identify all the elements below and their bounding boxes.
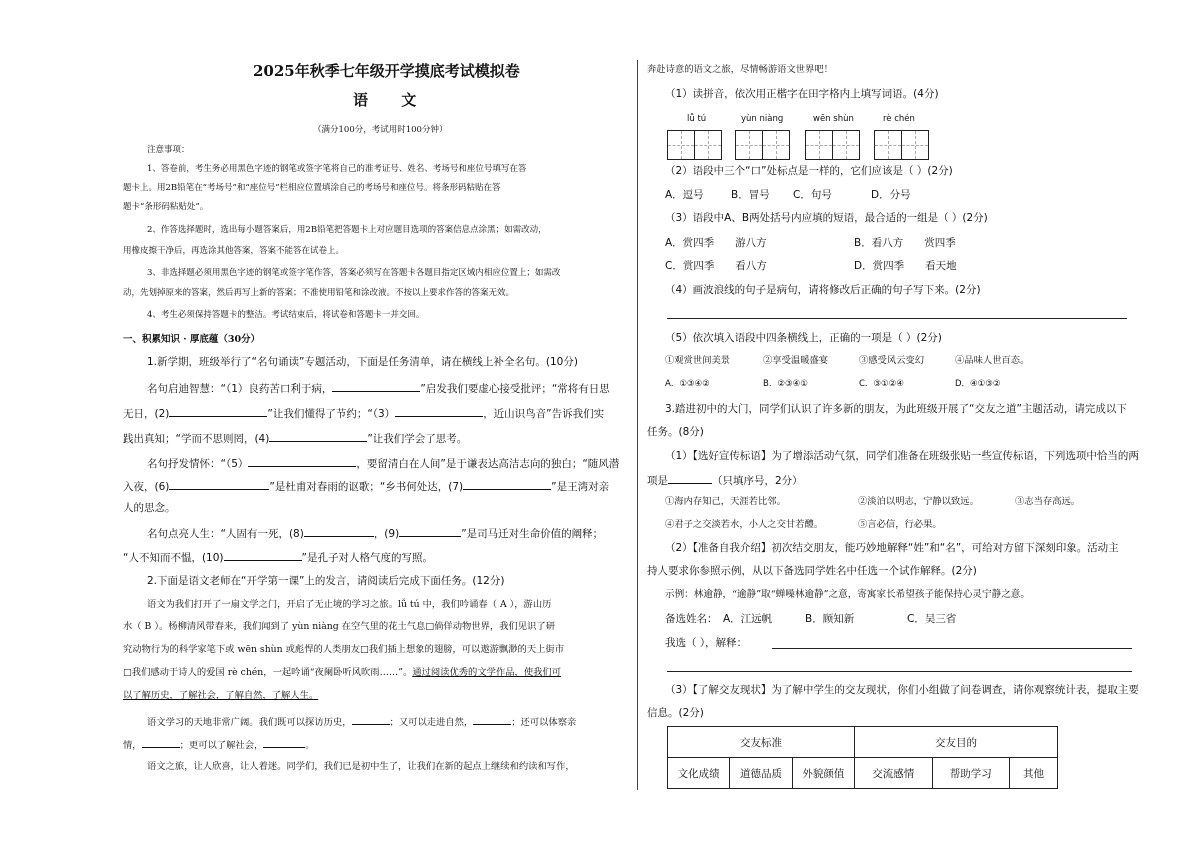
table-header: 交友目的 <box>855 727 1058 758</box>
sub-question: （3）语段中A、B两处括号内应填的短语，最合适的一组是（ ）(2分) <box>665 212 988 224</box>
notice-line: 题卡“条形码粘贴处”。 <box>123 202 209 212</box>
table-header: 交友标准 <box>668 727 855 758</box>
sub-question: （2）【准备自我介绍】初次结交朋友，能巧妙地解释“姓”和“名”，可给对方留下深刻印象。活动主 <box>665 542 1119 554</box>
q1-intro: 1.新学期，班级举行了“名句诵读”专题活动，下面是任务清单，请在横线上补全名句。(10分) <box>147 356 578 368</box>
notice-line: 2、作答选择题时，选出每小题答案后，用2B铅笔把答题卡上对应题目选项的答案信息点涂黑；如需改动， <box>147 225 547 235</box>
answer-blank[interactable] <box>473 713 511 725</box>
option[interactable]: D．分号 <box>871 189 911 201</box>
slogan-option: ⑤言必信，行必果。 <box>858 519 942 530</box>
example-text: 示例：林逾静，“逾静”取“蝉噪林逾静”之意，寄寓家长希望孩子能保持心灵宁静之意。 <box>665 589 1030 600</box>
survey-table <box>667 726 1058 789</box>
wavy-sentence: 以了解历史，了解社会，了解自然，了解人生。 <box>123 690 319 701</box>
answer-blank[interactable] <box>332 380 420 392</box>
score-time: （满分100分，考试用时100分钟） <box>313 125 448 135</box>
answer-blank[interactable] <box>248 455 356 467</box>
slogan-option: ①海内存知己，天涯若比邻。 <box>665 496 786 507</box>
section-heading: 一、积累知识 · 厚底蕴（30分） <box>123 334 261 345</box>
q1-line-1: 名句启迪智慧：“（1）良药苦口利于病， ”启发我们要虚心接受批评；“常将有日思 <box>147 380 610 396</box>
passage-line: 究动物行为的科学家笔下或 wēn shùn 或彪悍的人类朋友□我们插上想象的翅膀，可以遨游飘渺的天上街市 <box>123 644 565 655</box>
option[interactable]: C．句号 <box>793 189 832 201</box>
name-option[interactable]: B．顾知新 <box>805 613 855 625</box>
table-cell: 其他 <box>1010 758 1058 789</box>
option[interactable]: A．赏四季 游八方 <box>665 237 767 249</box>
q1-line-8: “人不知而不愠，(10) ”是孔子对人格气度的写照。 <box>123 549 433 565</box>
right-column-mid <box>645 0 1139 849</box>
notice-line: 动，先划掉原来的答案，然后再写上新的答案；不准使用铅笔和涂改液。不按以上要求作答的答案无效。 <box>123 288 515 298</box>
answer-blank[interactable] <box>169 405 267 417</box>
notice-line: 4、考生必须保持答题卡的整洁。考试结束后，将试卷和答题卡一并交回。 <box>147 310 425 320</box>
q1-line-2: 无日，(2) ”让我们懂得了节约；“（3） ，近山识鸟音”告诉我们实 <box>123 405 604 421</box>
pinyin-label: lǚ tú <box>687 114 707 124</box>
name-option[interactable]: C．吴三省 <box>907 613 957 625</box>
item: ④品味人世百态。 <box>955 355 1030 366</box>
item: ①观赏世间美景 <box>665 355 731 366</box>
q1-line-3: 践出真知；“学而不思则罔，(4) ”让我们学会了思考。 <box>123 430 467 446</box>
table-cell: 文化成绩 <box>668 758 730 789</box>
option[interactable]: C．③①②④ <box>859 379 904 389</box>
q1-line-4: 名句抒发情怀：“（5） ，要留清白在人间”是于谦表达高洁志向的独白；“随风潜 <box>147 455 619 471</box>
passage-line: 语文学习的天地非常广阔。我们既可以探访历史， ；又可以走进自然， ；还可以体察亲 <box>147 713 576 730</box>
sub-question: 项是 （只填序号，2分） <box>647 472 803 488</box>
answer-blank[interactable] <box>399 525 461 537</box>
answer-blank[interactable] <box>169 478 269 490</box>
answer-blank[interactable] <box>668 472 712 484</box>
passage-line <box>123 689 318 703</box>
q2-intro: 2.下面是语文老师在“开学第一课”上的发言，请阅读后完成下面任务。(12分) <box>147 575 505 587</box>
option[interactable]: B．②③④① <box>763 379 808 389</box>
names-label: 备选姓名： <box>665 613 718 625</box>
left-column <box>115 0 633 849</box>
notice-title: 注意事项： <box>147 145 190 155</box>
passage-line: 语文为我们打开了一扇文学之门，开启了无止境的学习之旅。lǚ tú 中，我们吟诵春（ A ），游山历 <box>147 599 552 610</box>
table-cell: 帮助学习 <box>932 758 1010 789</box>
option[interactable]: B．冒号 <box>731 189 770 201</box>
option[interactable]: A．逗号 <box>665 189 704 201</box>
sub-question: （1）【选好宣传标语】为了增添活动气氛，同学们准备在班级张贴一些宣传标语，下列选项中恰当的两 <box>665 450 1139 462</box>
option[interactable]: C．赏四季 看八方 <box>665 260 767 272</box>
item: ②享受温暖盛宴 <box>763 355 829 366</box>
subject-title: 语 文 <box>353 91 431 109</box>
answer-blank[interactable] <box>463 478 551 490</box>
option[interactable]: D．④①③② <box>955 379 1001 389</box>
column-divider <box>637 60 638 790</box>
answer-blank[interactable] <box>142 736 180 748</box>
sub-question: （4）画波浪线的句子是病句，请将修改后正确的句子写下来。(2分) <box>665 284 981 296</box>
q1-line-6: 人的思念。 <box>123 502 176 514</box>
answer-blank[interactable] <box>263 736 305 748</box>
name-option[interactable]: A．江远帆 <box>723 613 773 625</box>
sub-question: （5）依次填入语段中四条横线上，正确的一项是（ ）(2分) <box>665 332 942 344</box>
passage-line: 语文之旅，让人欣喜，让人着迷。同学们，我们已是初中生了，让我们在新的起点上继续和约读和写作， <box>147 761 575 772</box>
choose-prompt: 我选（ ），解释： <box>665 637 748 649</box>
answer-blank[interactable] <box>395 405 483 417</box>
notice-line: 用橡皮擦干净后，再选涂其他答案，答案不能答在试卷上。 <box>123 246 345 256</box>
answer-line[interactable] <box>667 671 1132 672</box>
slogan-option: ②淡泊以明志，宁静以致远。 <box>858 496 979 507</box>
notice-line: 题卡上。用2B铅笔在“考场号”和“座位号”栏相应位置填涂自己的考场号和座位号。将条形码粘贴在答 <box>123 183 501 193</box>
notice-line: 3、非选择题必须用黑色字迹的钢笔或签字笔作答，答案必须写在答题卡各题目指定区域内相应位置上；如需改 <box>147 268 561 278</box>
sub-question: 信息。(2分) <box>647 707 704 719</box>
passage-line: 水（ B ）。杨柳清风带春来，我们闻到了 yùn niàng 在空气里的花土气息□倘佯动物世界，我们见识了研 <box>123 621 555 632</box>
option[interactable]: B．看八方 赏四季 <box>854 237 956 249</box>
option[interactable]: D．赏四季 看天地 <box>854 260 957 272</box>
table-cell: 外貌颜值 <box>792 758 854 789</box>
pinyin-label: wēn shùn <box>813 114 854 124</box>
wavy-sentence: 通过阅读优秀的文学作品，使我们可 <box>412 667 562 678</box>
item: ③感受风云变幻 <box>859 355 925 366</box>
pinyin-label: rè chén <box>883 114 915 124</box>
table-cell: 道德品质 <box>730 758 792 789</box>
answer-blank[interactable] <box>304 525 374 537</box>
q1-line-5: 入夜，(6) ”是杜甫对春雨的讴歌；“乡书何处达，(7) ”是王湾对亲 <box>123 478 609 494</box>
q1-line-7: 名句点亮人生：“人固有一死，(8) ，(9) ”是司马迁对生命价值的阐释； <box>147 525 603 541</box>
exam-title: 2025年秋季七年级开学摸底考试模拟卷 <box>253 62 520 80</box>
option[interactable]: A．①③④② <box>665 379 710 389</box>
answer-blank[interactable] <box>224 549 302 561</box>
passage-line: □我们感动于诗人的爱国 rè chén，一起吟诵“夜阑卧听风吹雨……”。通过阅读优秀的文学作品，使我们可 <box>123 667 562 678</box>
sub-question: （3）【了解交友现状】为了解中学生的交友现状，你们小组做了问卷调查，请你观察统计表，提取主要 <box>665 684 1139 696</box>
slogan-option: ③志当存高远。 <box>1015 496 1081 507</box>
table-cell: 交流感情 <box>855 758 933 789</box>
sub-question: （1）读拼音，依次用正楷字在田字格内上填写词语。(4分) <box>665 88 939 100</box>
q3-intro: 3.踏进初中的大门，同学们认识了许多新的朋友，为此班级开展了“交友之道”主题活动，请完成以下 <box>665 403 1127 415</box>
answer-line[interactable] <box>772 648 1132 649</box>
answer-blank[interactable] <box>352 713 390 725</box>
notice-line: 1、答卷前，考生务必用黑色字迹的钢笔或签字笔将自己的准考证号、姓名、考场号和座位号填写在答 <box>147 164 527 174</box>
pinyin-label: yùn niàng <box>741 114 784 124</box>
sub-question: （2）语段中三个“口”处标点是一样的，它们应该是（ ）(2分) <box>665 165 953 177</box>
passage-line: 情， ；更可以了解社会， 。 <box>123 736 315 753</box>
passage-line: 奔赴诗意的语文之旅，尽情畅游语文世界吧！ <box>647 64 833 75</box>
answer-blank[interactable] <box>269 430 367 442</box>
sub-question: 持人要求你参照示例，从以下备选同学姓名中任选一个试作解释。(2分) <box>647 565 977 577</box>
slogan-option: ④君子之交淡若水，小人之交甘若醴。 <box>665 519 824 530</box>
q3-intro: 任务。(8分) <box>647 426 704 438</box>
